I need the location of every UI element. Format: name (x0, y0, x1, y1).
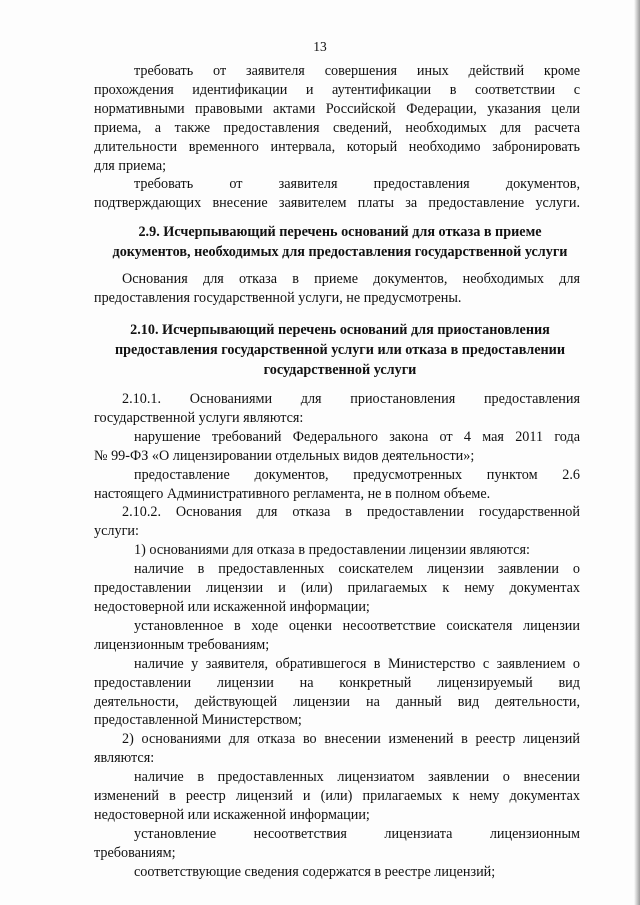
text-line: требованиям; (94, 844, 176, 861)
text-line: недостоверной или искаженной информации; (94, 598, 370, 615)
heading-line: государственной услуги (263, 362, 417, 378)
text-line: предоставление документов, предусмотренных пунктом 2.6 (134, 466, 580, 483)
text-line: соответствующие сведения содержатся в реестре лицензий; (134, 863, 496, 880)
text-line: предоставлении лицензии и (или) прилагаемых к нему документах (94, 580, 580, 597)
text-line: нормативными правовыми актами Российской Федерации, указания цели (94, 100, 580, 117)
page-number: 13 (313, 39, 327, 54)
text-line: приема, а также предоставления сведений, необходимых для расчета (94, 119, 580, 136)
text-line: требовать от заявителя предоставления документов, (134, 176, 580, 192)
paragraph-2-9 (94, 270, 580, 308)
text-line: услуги: (94, 523, 139, 540)
text-line: прохождения идентификации и аутентификации в соответствии с (94, 81, 580, 98)
text-line: предоставления государственной услуги, не предусмотрены. (94, 289, 462, 306)
text-line: 1) основаниями для отказа в предоставлении лицензии являются: (134, 542, 530, 559)
text-line: предоставлении лицензии на конкретный лицензируемый вид (94, 674, 580, 691)
section-heading-2-9 (100, 222, 580, 262)
heading-line: предоставления государственной услуги или отказа в предоставлении (114, 342, 566, 358)
text-line: настоящего Административного регламента, не в полном объеме. (94, 485, 491, 502)
text-line: 2.10.1. Основаниями для приостановления предоставления (122, 391, 580, 407)
text-line: недостоверной или искаженной информации; (94, 806, 370, 823)
text-line: лицензионным требованиям; (94, 636, 270, 653)
text-line: деятельности, действующей лицензии на данный вид деятельности, (94, 693, 580, 710)
text-line: № 99-ФЗ «О лицензировании отдельных видов деятельности»; (94, 447, 475, 464)
text-line: предоставленной Министерством; (94, 712, 302, 729)
section-body-2-10 (94, 390, 580, 882)
text-line: подтверждающих внесение заявителем платы за предоставление услуги. (94, 194, 580, 211)
text-line: изменений в реестр лицензий и (или) прилагаемых к нему документах (94, 788, 580, 805)
text-line: 2) основаниями для отказа во внесении изменений в реестр лицензий (122, 731, 580, 748)
text-line: длительности временного интервала, который необходимо забронировать (94, 138, 580, 155)
text-line: нарушение требований Федерального закона от 4 мая 2011 года (134, 428, 580, 445)
section-heading-2-10 (100, 320, 580, 380)
text-line: требовать от заявителя совершения иных действий кроме (134, 63, 580, 79)
text-line: 2.10.2. Основания для отказа в предоставлении государственной (122, 504, 580, 521)
text-line: установление несоответствия лицензиата лицензионным (134, 825, 580, 842)
text-line: Основания для отказа в приеме документов, необходимых для (122, 271, 580, 287)
scan-edge-shadow (634, 0, 640, 905)
heading-line: 2.10. Исчерпывающий перечень оснований для приостановления (130, 322, 550, 338)
text-line: установленное в ходе оценки несоответствие соискателя лицензии (134, 617, 580, 634)
text-line: наличие в предоставленных соискателем лицензии заявлении о (134, 561, 580, 578)
text-line: являются: (94, 750, 155, 767)
text-line: наличие в предоставленных лицензиатом заявлении о внесении (134, 769, 580, 786)
paragraph-demand-actions (94, 62, 580, 175)
paragraph-demand-documents (94, 175, 580, 213)
text-line: государственной услуги являются: (94, 409, 304, 426)
text-line: для приема; (94, 157, 167, 174)
heading-line: 2.9. Исчерпывающий перечень оснований для отказа в приеме (138, 224, 542, 240)
text-line: наличие у заявителя, обратившегося в Министерство с заявлением о (134, 655, 580, 672)
heading-line: документов, необходимых для предоставления государственной услуги (112, 244, 568, 260)
